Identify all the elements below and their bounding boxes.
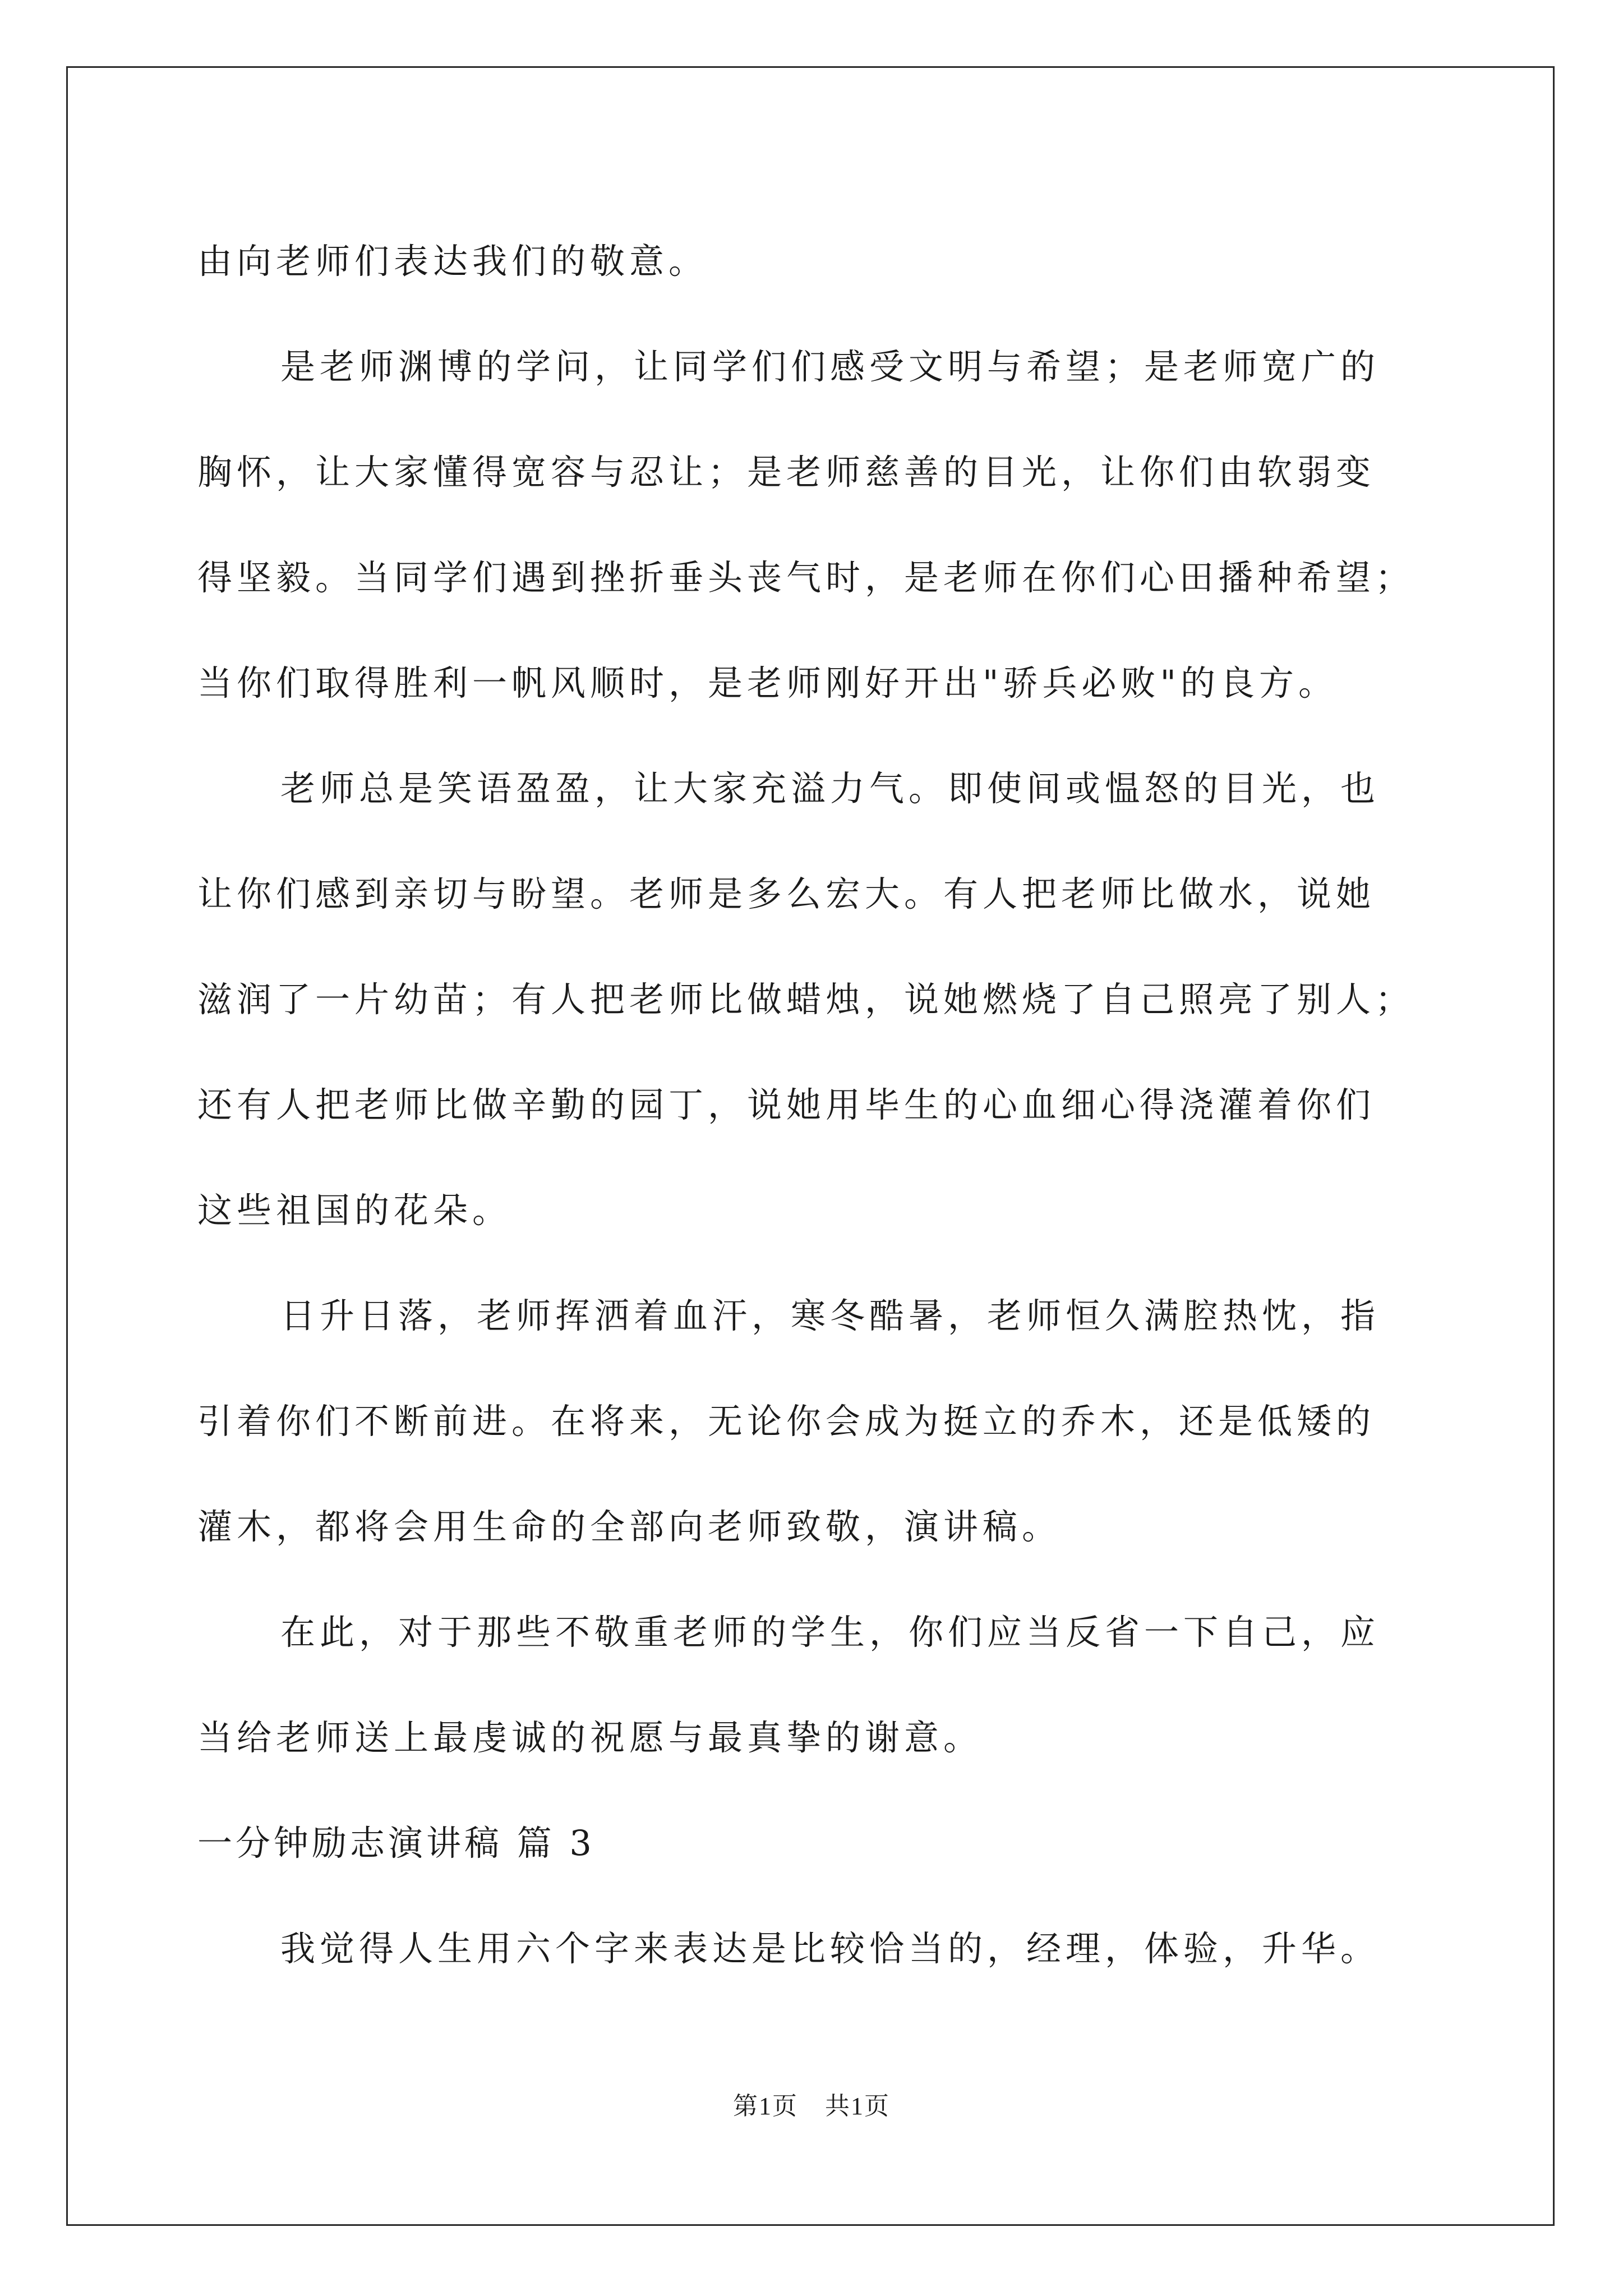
text-line: 当你们取得胜利一帆风顺时，是老师刚好开出"骄兵必败"的良方。 [197, 662, 1338, 703]
text-line: 灌木，都将会用生命的全部向老师致敬，演讲稿。 [197, 1506, 1062, 1547]
section-heading: 一分钟励志演讲稿 篇 3 [197, 1823, 595, 1864]
text-line: 还有人把老师比做辛勤的园丁，说她用毕生的心血细心得浇灌着你们 [197, 1084, 1376, 1125]
paragraph-start: 老师总是笑语盈盈，让大家充溢力气。即使间或愠怒的目光，也 [280, 768, 1380, 809]
page-number: 第1页 [733, 2092, 798, 2120]
text-line: 滋润了一片幼苗；有人把老师比做蜡烛，说她燃烧了自己照亮了别人； [197, 979, 1415, 1020]
text-line: 让你们感到亲切与盼望。老师是多么宏大。有人把老师比做水，说她 [197, 873, 1376, 914]
text-line: 这些祖国的花朵。 [197, 1190, 512, 1231]
text-line: 胸怀，让大家懂得宽容与忍让；是老师慈善的目光，让你们由软弱变 [197, 452, 1376, 493]
paragraph-start: 日升日落，老师挥洒着血汗，寒冬酷暑，老师恒久满腔热忱，指 [280, 1295, 1380, 1336]
text-line: 引着你们不断前进。在将来，无论你会成为挺立的乔木，还是低矮的 [197, 1401, 1376, 1442]
paragraph-start: 我觉得人生用六个字来表达是比较恰当的，经理，体验，升华。 [280, 1928, 1380, 1969]
paragraph-start: 是老师渊博的学问，让同学们们感受文明与希望；是老师宽广的 [280, 346, 1380, 387]
document-body [197, 209, 1426, 2001]
page-footer [0, 2090, 1623, 2123]
text-line: 当给老师送上最虔诚的祝愿与最真挚的谢意。 [197, 1717, 983, 1758]
paragraph-start: 在此，对于那些不敬重老师的学生，你们应当反省一下自己，应 [280, 1612, 1380, 1653]
text-line: 得坚毅。当同学们遇到挫折垂头丧气时，是老师在你们心田播种希望； [197, 557, 1415, 598]
page-total: 共1页 [825, 2092, 890, 2120]
text-line: 由向老师们表达我们的敬意。 [197, 241, 708, 282]
